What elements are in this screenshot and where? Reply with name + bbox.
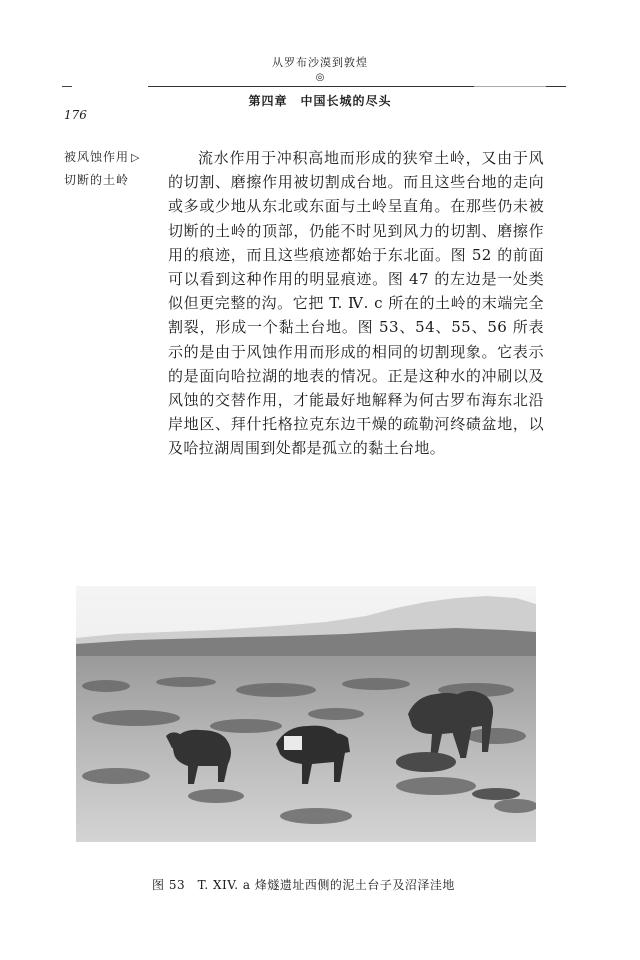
- running-header-chapter-title: 第四章 中国长城的尽头: [248, 94, 392, 108]
- header-rule-left: [62, 86, 72, 87]
- header-rule-right: [474, 86, 546, 87]
- figure-photo: [76, 586, 536, 842]
- figure-caption: 图 53 T. XIV. a 烽燧遗址西侧的泥土台子及沼泽洼地: [152, 878, 455, 892]
- margin-arrow-icon: ▷: [131, 151, 141, 164]
- header-ornament-icon: ◎: [315, 72, 325, 83]
- margin-note-line-2: 切断的土岭: [64, 173, 130, 187]
- page-number: 176: [64, 108, 87, 122]
- margin-note-text-1: 被风蚀作用: [64, 150, 130, 164]
- margin-note-line-1: [64, 146, 164, 169]
- running-header-book-title: 从罗布沙漠到敦煌: [272, 56, 368, 69]
- body-paragraph: 流水作用于冲积高地而形成的狭窄土岭，又由于风的切割、磨擦作用被切割成台地。而且这些台地的走向或多或少地从东北或东面与土岭呈直角。在那些仍未被切断的土岭的顶部，仍能不时见到风力的切割、磨擦作用的痕迹，而且这些痕迹都始于东北面。图 52 的前面可以看到这种作用的明显痕迹。图 47 的左边是一处类似但更完整的沟。它把 T. Ⅳ. c 所在的土岭的末端完全割裂，形成一个黏土台地。图 53、54、55、56 所表示的是由于风蚀作用而形成的相同的切割现象。它表示的是面向哈拉湖的地表的情况。正是这种水的冲刷以及风蚀的交替作用，才能最好地解释为何古罗布海东北沿岸地区、拜什托格拉克东边干燥的疏勒河终碛盆地，以及哈拉湖周围到处都是孤立的黏土台地。: [168, 149, 544, 458]
- margin-note: [64, 146, 164, 191]
